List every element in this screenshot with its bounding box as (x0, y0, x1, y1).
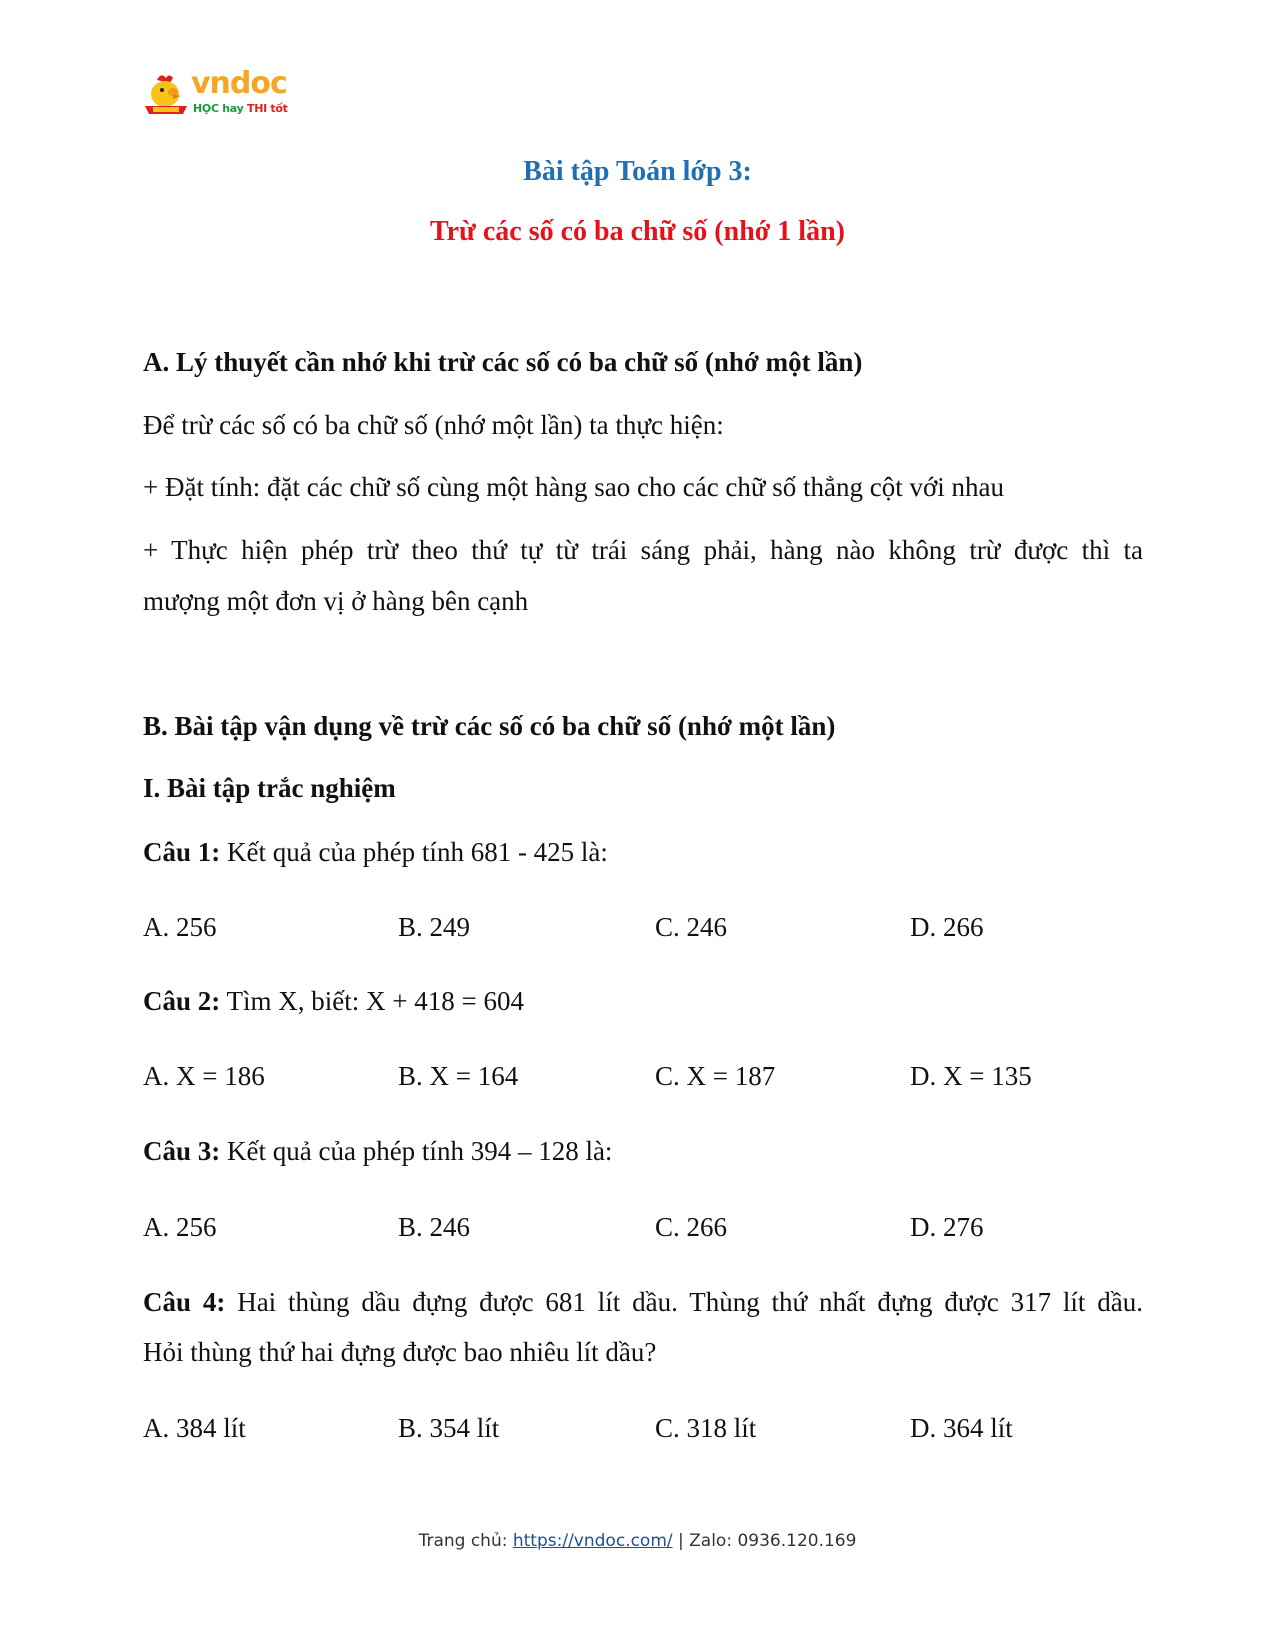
question-1-option-d: D. 266 (910, 912, 984, 942)
question-3-label: Câu 3: (143, 1136, 221, 1166)
logo-tagline-green: HỌC hay (193, 102, 244, 115)
question-1 (143, 835, 608, 869)
question-4 (143, 1285, 1143, 1319)
question-2-option-b: B. X = 164 (398, 1061, 519, 1091)
rooster-mascot-icon (143, 72, 189, 118)
logo-tagline (193, 102, 288, 115)
section-a-step-2-line-1: + Thực hiện phép trừ theo thứ tự từ trái sáng phải, hàng nào không trừ được thì ta (143, 535, 1143, 565)
section-a-heading: A. Lý thuyết cần nhớ khi trừ các số có ba chữ số (nhớ một lần) (143, 347, 863, 377)
question-2-option-d: D. X = 135 (910, 1061, 1032, 1091)
question-2-text: Tìm X, biết: X + 418 = 604 (220, 986, 524, 1016)
question-3-option-d: D. 276 (910, 1212, 984, 1242)
question-4-option-c: C. 318 lít (655, 1413, 757, 1443)
question-2 (143, 984, 524, 1018)
question-4-option-d: D. 364 lít (910, 1413, 1013, 1443)
page-footer (0, 1531, 1275, 1551)
question-3 (143, 1134, 612, 1168)
question-4-label: Câu 4: (143, 1287, 226, 1317)
logo-tagline-red: THI tốt (246, 102, 288, 115)
question-2-option-c: C. X = 187 (655, 1061, 776, 1091)
question-2-option-a: A. X = 186 (143, 1061, 265, 1091)
document-title: Bài tập Toán lớp 3: (523, 156, 752, 187)
question-4-option-a: A. 384 lít (143, 1413, 246, 1443)
footer-homepage-link[interactable]: https://vndoc.com/ (512, 1531, 673, 1551)
document-subtitle: Trừ các số có ba chữ số (nhớ 1 lần) (430, 216, 845, 247)
section-b-subheading: I. Bài tập trắc nghiệm (143, 773, 396, 803)
section-a-step-2-line-2: mượng một đơn vị ở hàng bên cạnh (143, 586, 529, 616)
question-1-option-a: A. 256 (143, 912, 217, 942)
question-2-label: Câu 2: (143, 986, 221, 1016)
question-1-text: Kết quả của phép tính 681 - 425 là: (220, 837, 608, 867)
footer-contact: | Zalo: 0936.120.169 (672, 1531, 857, 1551)
question-4-option-b: B. 354 lít (398, 1413, 500, 1443)
question-3-option-b: B. 246 (398, 1212, 471, 1242)
section-a-intro: Để trừ các số có ba chữ số (nhớ một lần) ta thực hiện: (143, 410, 724, 440)
vndoc-logo (143, 66, 303, 122)
question-4-text-line-2: Hỏi thùng thứ hai đựng được bao nhiêu lít dầu? (143, 1337, 657, 1367)
section-a-step-1: + Đặt tính: đặt các chữ số cùng một hàng sao cho các chữ số thẳng cột với nhau (143, 472, 1005, 502)
question-3-option-a: A. 256 (143, 1212, 217, 1242)
question-1-label: Câu 1: (143, 837, 221, 867)
question-3-option-c: C. 266 (655, 1212, 728, 1242)
section-b-heading: B. Bài tập vận dụng về trừ các số có ba chữ số (nhớ một lần) (143, 711, 836, 741)
footer-prefix: Trang chủ: (418, 1531, 513, 1551)
logo-wordmark: vndoc (191, 66, 287, 101)
question-1-option-c: C. 246 (655, 912, 728, 942)
question-1-option-b: B. 249 (398, 912, 471, 942)
question-4-text-line-1: Hai thùng dầu đựng được 681 lít dầu. Thùng thứ nhất đựng được 317 lít dầu. (225, 1287, 1143, 1317)
question-3-text: Kết quả của phép tính 394 – 128 là: (220, 1136, 613, 1166)
